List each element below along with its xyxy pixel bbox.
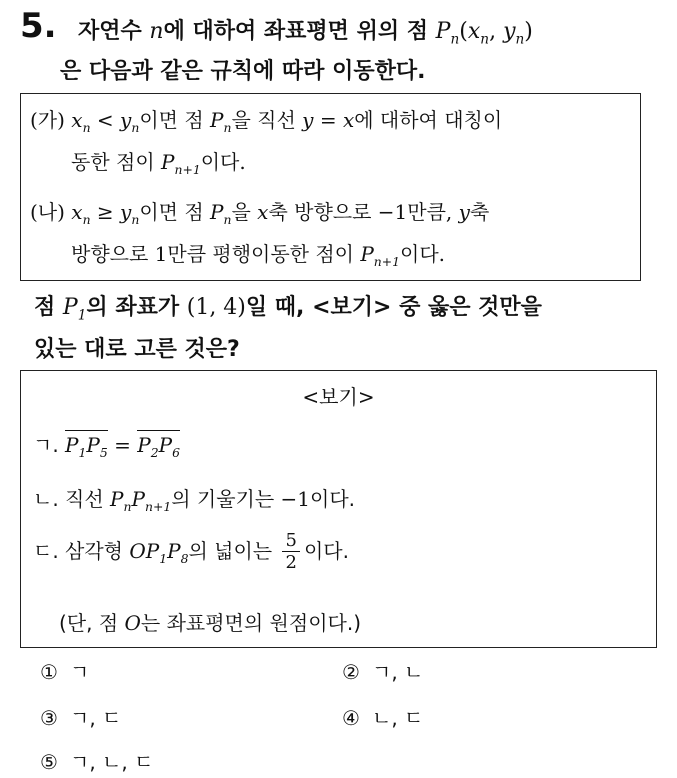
choice-text: ㄱ, ㄴ	[372, 660, 424, 684]
choice-3[interactable]	[40, 702, 121, 731]
rule-text: 이면 점	[139, 108, 211, 132]
point-letter: P	[210, 200, 224, 224]
item-text: 의 기울기는	[171, 487, 281, 511]
coord-y-subscript: n	[515, 31, 525, 48]
number: 1	[154, 242, 168, 266]
prompt-text: 일 때, <보기> 중 옳은 것만을	[245, 295, 542, 320]
bogi-item-3	[33, 531, 349, 574]
question-text: 에 대하여 좌표평면 위의 점	[163, 19, 436, 44]
var-y: y	[458, 200, 470, 224]
point-letter: P	[65, 433, 79, 457]
point-letter: P	[435, 19, 451, 44]
prompt-line-1	[34, 290, 542, 324]
item-text: 이다.	[303, 539, 349, 563]
paren: )	[524, 19, 533, 44]
point-o: O	[124, 611, 141, 635]
subscript: n	[131, 120, 140, 135]
bogi-title: <보기>	[302, 385, 375, 409]
point-letter: P	[131, 487, 145, 511]
rule-text: 축 방향으로	[268, 200, 378, 224]
var-y: y	[120, 108, 132, 132]
point-letter: P	[161, 150, 175, 174]
rule-text: 만큼,	[407, 200, 459, 224]
fraction	[282, 531, 299, 574]
numerator: 5	[282, 531, 299, 552]
subscript: n	[223, 212, 232, 227]
point-letter: P	[360, 242, 374, 266]
choice-2[interactable]	[342, 656, 423, 685]
point-letter: P	[137, 433, 151, 457]
rule-text: 이면 점	[139, 200, 211, 224]
subscript: 1	[77, 307, 87, 324]
choice-number: ④	[342, 706, 360, 730]
var-n: n	[149, 19, 164, 44]
rule-label: (가)	[30, 108, 72, 132]
subscript: 6	[172, 445, 180, 460]
point-subscript: n	[450, 31, 460, 48]
subscript: 1	[78, 445, 87, 460]
rule-text: 이다.	[200, 150, 246, 174]
rule-ga-line-1	[30, 104, 502, 133]
subscript: n+1	[373, 254, 401, 269]
var-x: x	[257, 200, 269, 224]
subscript: 1	[159, 551, 168, 566]
bogi-item-1	[33, 429, 180, 458]
bogi-item-2	[33, 483, 355, 512]
rule-label: (나)	[30, 200, 72, 224]
denominator: 2	[285, 552, 297, 573]
prompt-text: 점	[34, 295, 63, 320]
rule-text: 에 대하여 대칭이	[354, 108, 503, 132]
number: −1	[377, 200, 408, 224]
question-text: 자연수	[78, 19, 150, 44]
point-letter: P	[210, 108, 224, 132]
subscript: n+1	[144, 499, 172, 514]
question-line-2: 은 다음과 같은 규칙에 따라 이동한다.	[60, 59, 426, 84]
subscript: n+1	[174, 162, 201, 177]
point-pn	[435, 19, 533, 48]
choice-4[interactable]	[342, 702, 423, 731]
choice-number: ①	[40, 660, 58, 684]
bogi-note	[59, 607, 361, 636]
choice-text: ㄴ, ㄷ	[372, 706, 424, 730]
rule-na-line-1	[30, 196, 489, 225]
segment-p1p5	[65, 430, 108, 460]
rule-text: 을	[231, 200, 258, 224]
item-label: ㄴ. 직선	[33, 487, 111, 511]
choice-number: ⑤	[40, 750, 58, 774]
bogi-box	[20, 370, 657, 648]
choice-text: ㄱ, ㄷ	[70, 706, 122, 730]
point-letter: P	[62, 295, 78, 320]
subscript: n	[223, 120, 232, 135]
rule-ga-line-2	[71, 146, 246, 175]
subscript: n	[82, 212, 91, 227]
point-letter: P	[158, 433, 173, 457]
rule-na-line-2	[71, 238, 445, 267]
greater-equal: ≥	[90, 200, 121, 224]
choice-text: ㄱ, ㄴ, ㄷ	[70, 750, 154, 774]
rule-text: 방향으로	[71, 242, 155, 266]
var-y: y	[120, 200, 132, 224]
rule-text: 이다.	[400, 242, 446, 266]
var-x: x	[71, 108, 83, 132]
choice-text: ㄱ	[70, 660, 90, 684]
choice-number: ③	[40, 706, 58, 730]
coord-y: y	[503, 19, 516, 44]
point-letter: P	[86, 433, 100, 457]
item-text: 이다.	[310, 487, 356, 511]
subscript: n	[82, 120, 91, 135]
item-text: 의 넓이는	[188, 539, 279, 563]
rule-text: 만큼 평행이동한 점이	[167, 242, 361, 266]
paren: (	[459, 19, 468, 44]
item-label: ㄷ. 삼각형	[33, 539, 130, 563]
subscript: n	[123, 499, 132, 514]
less-than: <	[90, 108, 121, 132]
number: −1	[280, 487, 311, 511]
equals: =	[107, 433, 138, 457]
point-letter: P	[110, 487, 124, 511]
point-letter: P	[145, 539, 160, 563]
comma: ,	[489, 19, 504, 44]
coord-x: x	[467, 19, 481, 44]
rule-text: 동한 점이	[71, 150, 161, 174]
rule-text: 을 직선	[231, 108, 303, 132]
question-line-1	[78, 14, 533, 48]
rule-text: 축	[469, 200, 490, 224]
choice-number: ②	[342, 660, 360, 684]
item-label: ㄱ.	[33, 433, 66, 457]
prompt-text: 의 좌표가	[86, 295, 187, 320]
prompt-line-2: 있는 대로 고른 것은?	[34, 337, 240, 362]
question-number: 5.	[20, 6, 57, 46]
choice-5[interactable]	[40, 746, 153, 775]
subscript: n	[131, 212, 140, 227]
coordinate: (1, 4)	[186, 295, 246, 320]
coord-x-subscript: n	[480, 31, 490, 48]
var-x: x	[71, 200, 83, 224]
segment-p2p6	[137, 430, 180, 460]
point-o: O	[129, 539, 146, 563]
subscript: 5	[99, 445, 108, 460]
subscript: 2	[150, 445, 159, 460]
note-text: 는 좌표평면의 원점이다.)	[140, 611, 361, 635]
subscript: 8	[180, 551, 189, 566]
line-equation: y = x	[302, 108, 355, 132]
note-text: (단, 점	[59, 611, 125, 635]
rule-box	[20, 93, 641, 281]
point-letter: P	[167, 539, 181, 563]
choice-1[interactable]	[40, 656, 89, 685]
